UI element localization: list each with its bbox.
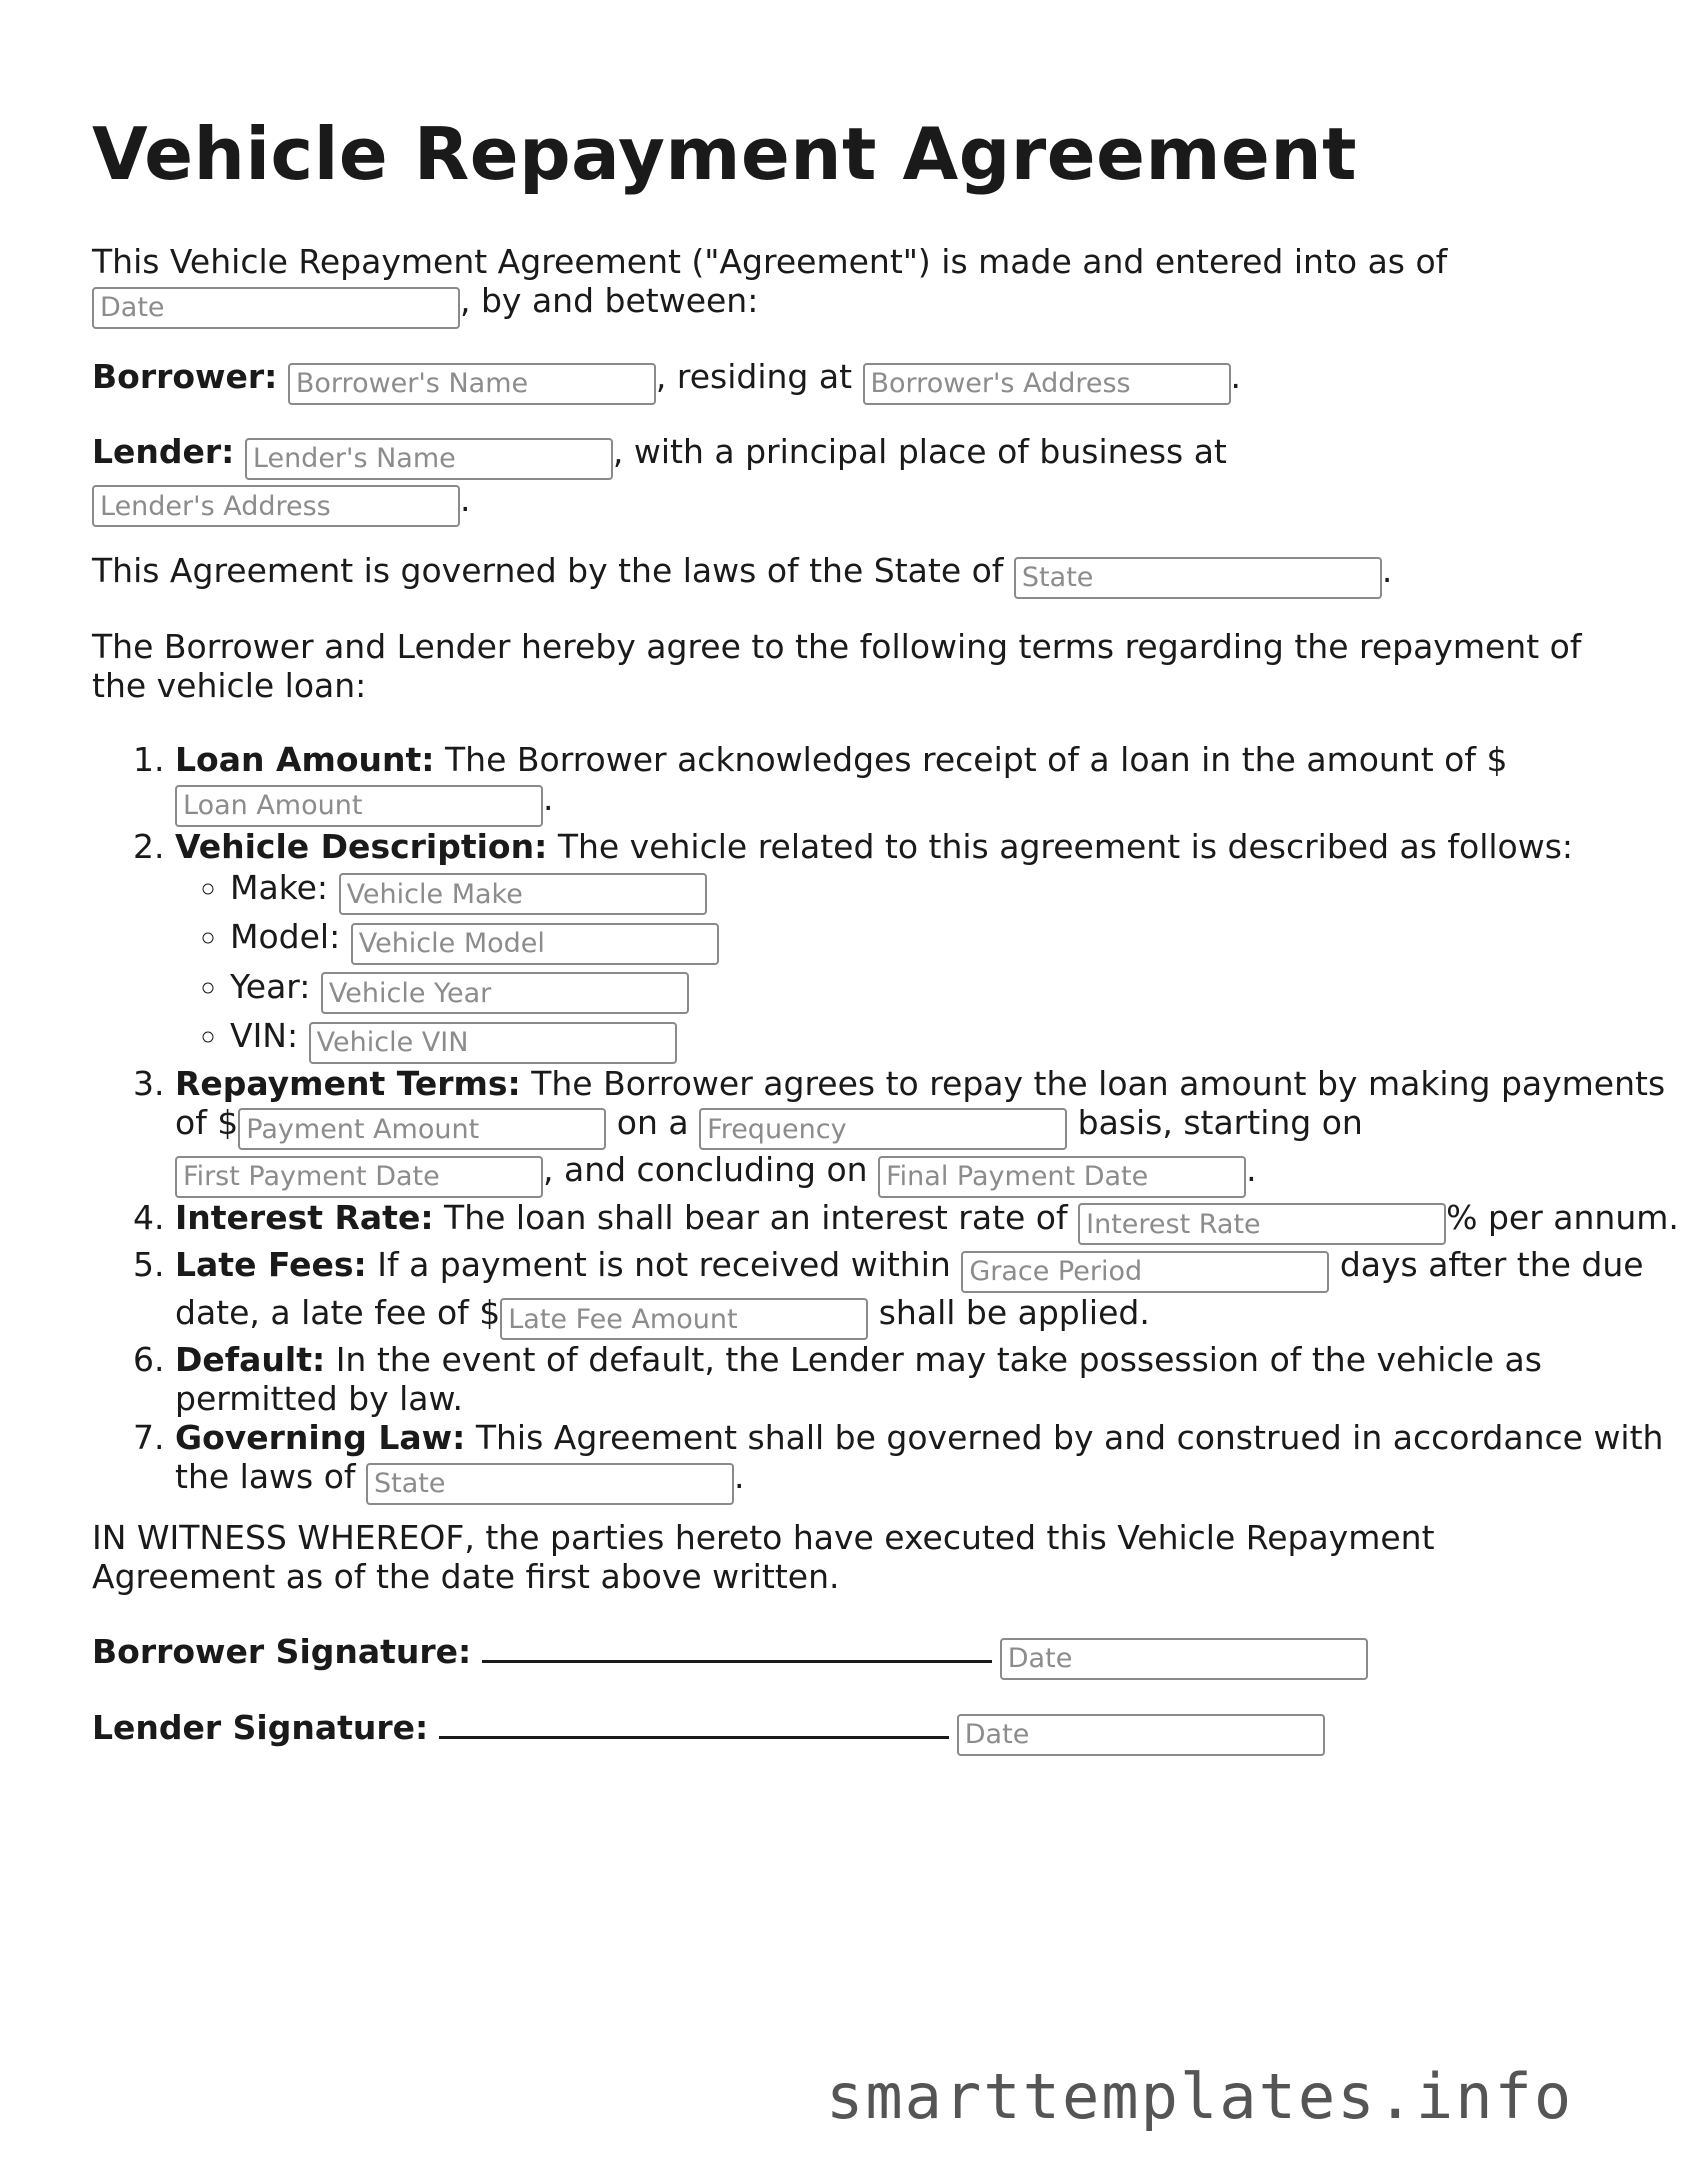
repayment-text-2: on a [616, 1102, 689, 1142]
lender-signature-label: Lender Signature: [92, 1708, 429, 1747]
governing-state-input[interactable] [1014, 557, 1382, 599]
terms-list [92, 740, 1685, 1505]
vehicle-vin-input[interactable] [309, 1022, 677, 1064]
intro-text: This Vehicle Repayment Agreement ("Agreement") is made and entered into as of [92, 242, 1448, 281]
payment-amount-input[interactable] [238, 1108, 606, 1150]
borrower-signature-label: Borrower Signature: [92, 1632, 472, 1671]
vehicle-details-list [175, 866, 1685, 1064]
witness-paragraph: IN WITNESS WHEREOF, the parties hereto have executed this Vehicle Repayment Agreement as of the date first above written. [92, 1518, 1435, 1596]
intro-suffix: , by and between: [460, 281, 759, 320]
term-loan-amount [175, 740, 1685, 827]
lender-address-input[interactable] [92, 485, 460, 527]
borrower-residing-text: , residing at [655, 357, 853, 396]
loan-amount-end: . [543, 779, 554, 818]
governed-text: This Agreement is governed by the laws of the State of [92, 551, 1004, 590]
borrower-name-input[interactable] [288, 363, 656, 405]
vehicle-model-label: Model: [230, 917, 341, 956]
watermark-text: smarttemplates.info [826, 2060, 1574, 2133]
lender-signature-field[interactable] [439, 1706, 949, 1739]
term-repayment [175, 1064, 1685, 1198]
lender-signature-date-input[interactable] [957, 1714, 1325, 1756]
term-default [175, 1340, 1685, 1418]
borrower-signature-field[interactable] [482, 1630, 992, 1663]
first-payment-date-input[interactable] [175, 1156, 543, 1198]
governing-law-text: This Agreement shall be governed by and construed in accordance with the laws of [175, 1418, 1664, 1496]
term-vehicle-description [175, 827, 1685, 1064]
vehicle-make-input[interactable] [339, 873, 707, 915]
lender-name-input[interactable] [245, 438, 613, 480]
intro-paragraph [92, 242, 1592, 329]
late-fees-label: Late Fees: [175, 1245, 367, 1284]
borrower-end: . [1230, 357, 1242, 396]
borrower-paragraph [92, 357, 1592, 405]
terms-intro-paragraph: The Borrower and Lender hereby agree to the following terms regarding the repayment of the vehicle loan: [92, 627, 1582, 705]
default-label: Default: [175, 1340, 326, 1379]
lender-label: Lender: [92, 432, 235, 471]
late-fees-text-3: shall be applied. [878, 1292, 1150, 1332]
governing-law-end: . [734, 1457, 745, 1496]
loan-amount-input[interactable] [175, 785, 543, 827]
interest-rate-end: % per annum. [1446, 1197, 1679, 1237]
vehicle-description-label: Vehicle Description: [175, 826, 548, 866]
vehicle-description-text: The vehicle related to this agreement is described as follows: [557, 826, 1574, 866]
governed-paragraph [92, 551, 1592, 599]
vehicle-year-label: Year: [230, 966, 311, 1006]
repayment-text-1: The Borrower agrees to repay the loan amount by making payments of $ [175, 1063, 1666, 1142]
vehicle-vin-label: VIN: [230, 1016, 299, 1055]
term-interest-rate [175, 1198, 1685, 1246]
vehicle-year-input[interactable] [321, 972, 689, 1014]
late-fees-text-1: If a payment is not received within [377, 1245, 951, 1284]
interest-rate-input[interactable] [1078, 1203, 1446, 1245]
vehicle-make-item [230, 866, 1685, 916]
vehicle-make-label: Make: [230, 867, 329, 907]
governing-law-label: Governing Law: [175, 1418, 466, 1457]
lender-business-text: , with a principal place of business at [612, 432, 1227, 471]
borrower-signature-line [92, 1630, 1592, 1680]
vehicle-model-item [230, 915, 1685, 965]
late-fees-text-2: days after the due date, a late fee of $ [175, 1245, 1644, 1332]
vehicle-year-item [230, 965, 1685, 1015]
loan-amount-text: The Borrower acknowledges receipt of a loan in the amount of $ [445, 740, 1508, 779]
interest-rate-label: Interest Rate: [175, 1197, 434, 1237]
loan-amount-label: Loan Amount: [175, 740, 435, 779]
agreement-date-input[interactable] [92, 287, 460, 329]
term-governing-law [175, 1418, 1685, 1505]
repayment-end: . [1246, 1150, 1257, 1189]
term-late-fees [175, 1245, 1685, 1340]
interest-rate-text: The loan shall bear an interest rate of [444, 1197, 1068, 1237]
lender-end: . [460, 479, 471, 519]
vehicle-vin-item [230, 1014, 1685, 1064]
borrower-label: Borrower: [92, 357, 278, 396]
governing-law-state-input[interactable] [366, 1463, 734, 1505]
governed-end: . [1381, 551, 1393, 590]
repayment-text-3: basis, starting on [1077, 1102, 1363, 1142]
page-title: Vehicle Repayment Agreement [92, 112, 1357, 196]
borrower-address-input[interactable] [863, 363, 1231, 405]
frequency-input[interactable] [699, 1108, 1067, 1150]
grace-period-input[interactable] [961, 1251, 1329, 1293]
borrower-signature-date-input[interactable] [1000, 1638, 1368, 1680]
repayment-text-4: , and concluding on [543, 1150, 868, 1189]
vehicle-model-input[interactable] [351, 923, 719, 965]
late-fee-amount-input[interactable] [500, 1298, 868, 1340]
lender-paragraph [92, 432, 1592, 527]
final-payment-date-input[interactable] [878, 1156, 1246, 1198]
default-text: In the event of default, the Lender may take possession of the vehicle as permitted by law. [175, 1340, 1542, 1418]
repayment-label: Repayment Terms: [175, 1063, 521, 1103]
lender-signature-line [92, 1706, 1592, 1756]
